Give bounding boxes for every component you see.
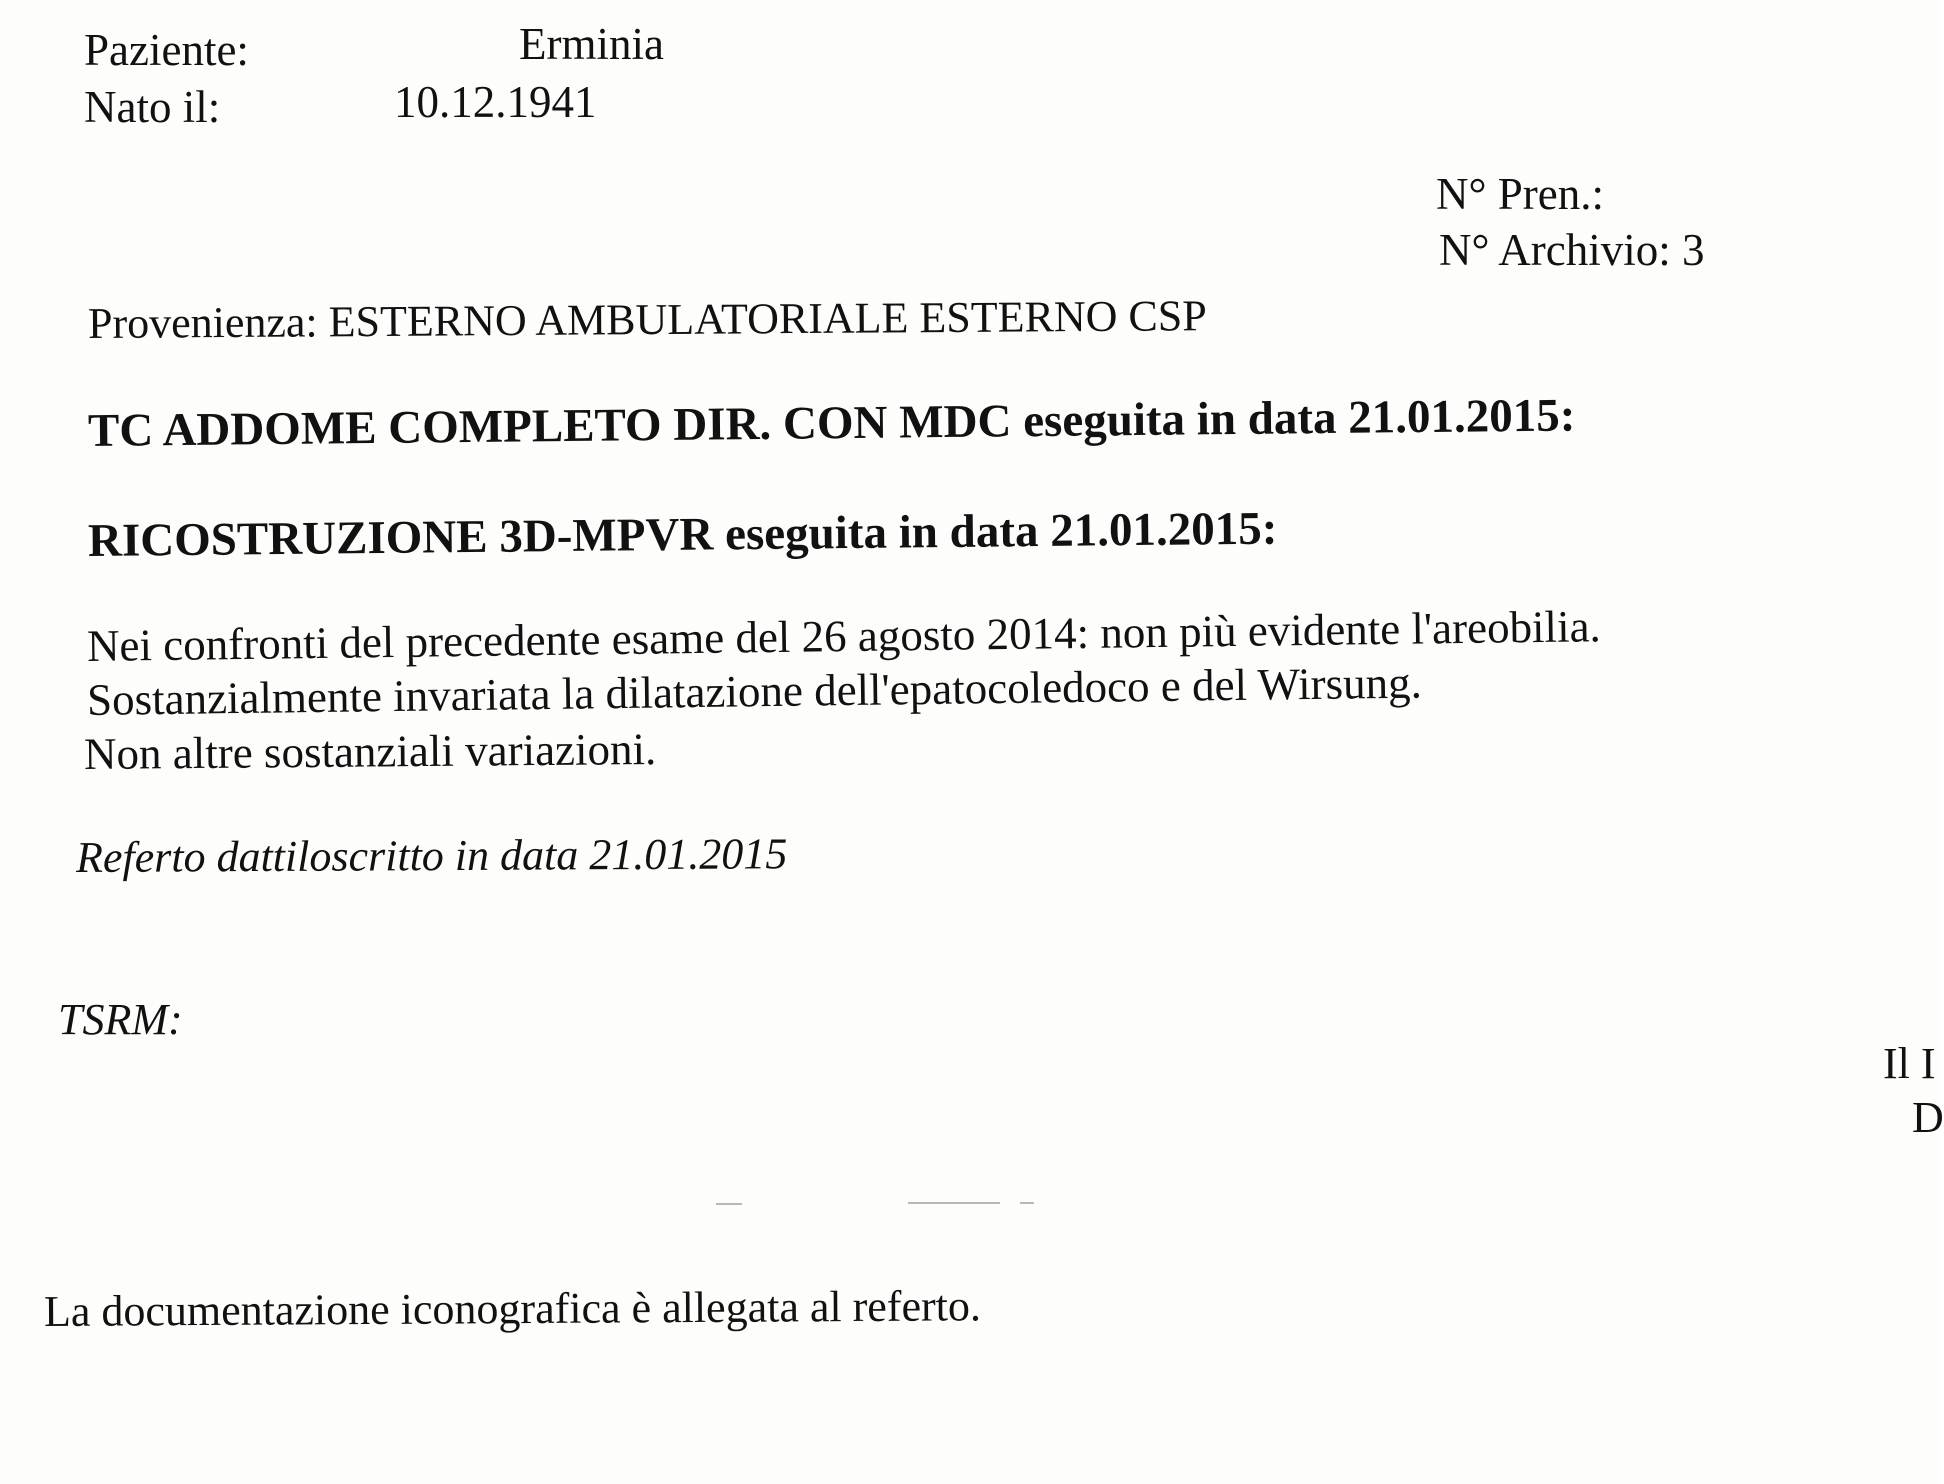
exam-heading-3d: RICOSTRUZIONE 3D-MPVR eseguita in data 21.01.2015: bbox=[87, 502, 1278, 567]
finding-line-3: Non altre sostanziali variazioni. bbox=[83, 724, 657, 779]
origin-line: Provenienza: ESTERNO AMBULATORIALE ESTERNO CSP bbox=[87, 291, 1207, 348]
tsrm-label: TSRM: bbox=[58, 995, 183, 1044]
signature-fragment-1: Il I bbox=[1883, 1039, 1936, 1088]
exam-heading-ct: TC ADDOME COMPLETO DIR. CON MDC eseguita in data 21.01.2015: bbox=[87, 389, 1576, 457]
footer-note: La documentazione iconografica è allegata al referto. bbox=[43, 1281, 982, 1336]
typed-date-line: Referto dattiloscritto in data 21.01.2015 bbox=[75, 829, 788, 882]
patient-name-value: Erminia bbox=[519, 19, 664, 69]
finding-line-2: Sostanzialmente invariata la dilatazione dell'epatocoledoco e del Wirsung. bbox=[86, 657, 1423, 725]
booking-number-label: N° Pren.: bbox=[1436, 169, 1604, 219]
scan-mark bbox=[1020, 1202, 1034, 1204]
finding-line-1: Nei confronti del precedente esame del 26 agosto 2014: non più evidente l'areobilia. bbox=[86, 601, 1602, 671]
archive-number-label: N° Archivio: 3 bbox=[1439, 225, 1705, 275]
birth-date-value: 10.12.1941 bbox=[394, 77, 597, 127]
scan-mark bbox=[716, 1203, 742, 1205]
patient-name-label: Paziente: bbox=[84, 25, 249, 75]
scan-mark bbox=[908, 1202, 1000, 1204]
signature-fragment-2: D bbox=[1912, 1093, 1944, 1142]
birth-date-label: Nato il: bbox=[84, 82, 221, 132]
